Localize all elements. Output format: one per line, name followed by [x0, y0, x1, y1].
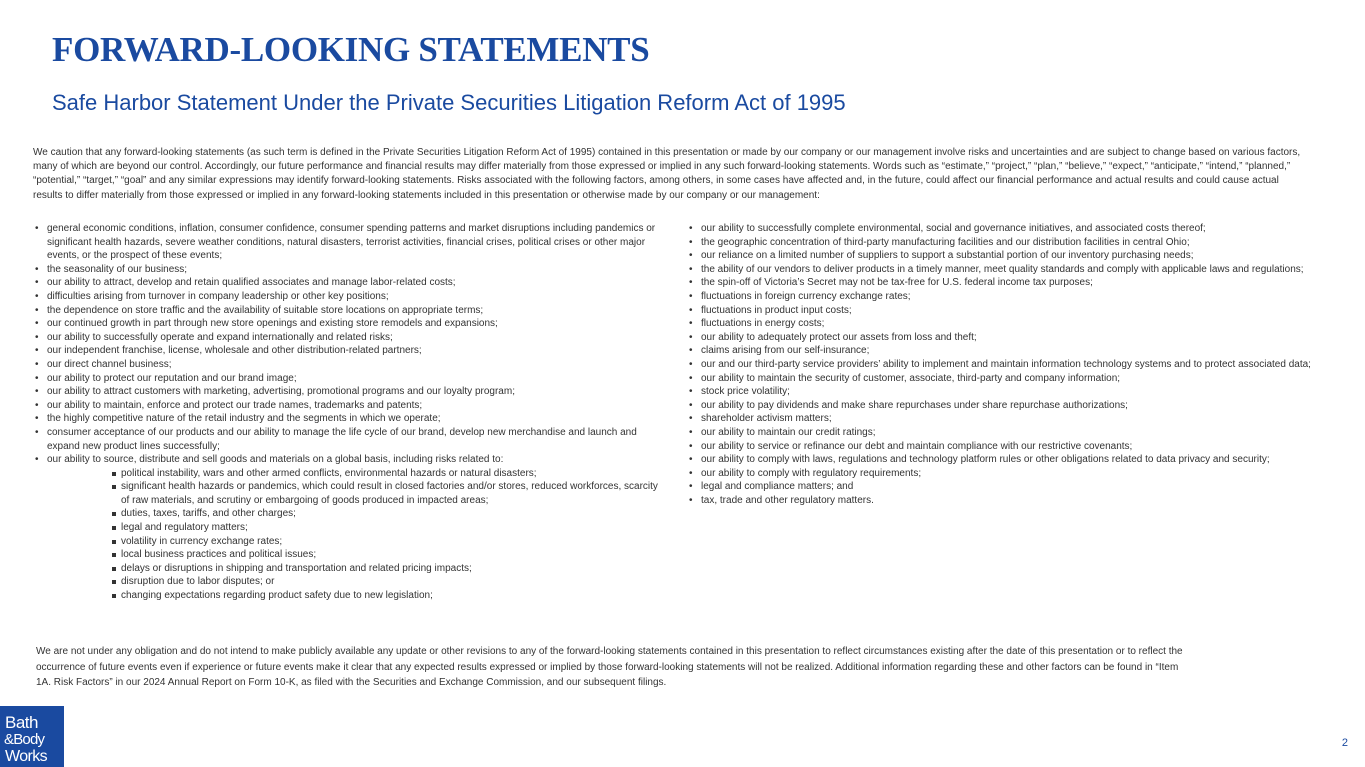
list-item-text: general economic conditions, inflation, consumer confidence, consumer spending patterns and market disruptions including pandemics or significant health hazards, severe weather conditions, natural disasters, terrorist activities, financial crises, political crises or other major events, or the prospect of these events; — [47, 223, 656, 262]
bullet-icon: • — [35, 331, 39, 343]
sub-list-item-text: volatility in currency exchange rates; — [121, 535, 283, 547]
list-item — [33, 412, 663, 426]
list-item-text: the ability of our vendors to deliver products in a timely manner, meet quality standards and comply with applicable laws and regulations; — [701, 263, 1304, 275]
list-item — [33, 426, 663, 453]
list-item — [33, 263, 663, 277]
list-item-text: the dependence on store traffic and the availability of suitable store locations on appropriate terms; — [47, 304, 484, 316]
bullet-icon: • — [689, 358, 693, 370]
list-item-text: claims arising from our self-insurance; — [701, 345, 870, 357]
bullet-icon: • — [35, 413, 39, 425]
list-item — [687, 290, 1327, 304]
bullet-icon: • — [35, 372, 39, 384]
list-item — [687, 304, 1327, 318]
list-item — [33, 317, 663, 331]
list-item-text: our and our third-party service providers’ ability to implement and maintain information technology systems and to protect associated data; — [701, 358, 1311, 370]
list-item-text: our ability to successfully complete environmental, social and governance initiatives, and associated costs thereof; — [701, 223, 1206, 234]
bullet-icon: • — [689, 318, 693, 330]
risk-list-right — [687, 222, 1327, 507]
sub-list-item — [112, 467, 663, 481]
list-item-text: difficulties arising from turnover in company leadership or other key positions; — [47, 290, 389, 302]
list-item — [687, 480, 1327, 494]
sub-list-item-text: delays or disruptions in shipping and transportation and related pricing impacts; — [121, 562, 472, 574]
list-item-text: legal and compliance matters; and — [701, 481, 854, 493]
bullet-icon: • — [35, 399, 39, 411]
bullet-icon: • — [35, 426, 39, 438]
list-item-text: our continued growth in part through new store openings and existing store remodels and expansions; — [47, 318, 498, 330]
sub-risk-list — [47, 467, 663, 603]
list-item-text: our direct channel business; — [47, 358, 172, 370]
square-bullet-icon — [112, 553, 116, 557]
list-item-text: fluctuations in foreign currency exchange rates; — [701, 290, 911, 302]
list-item — [33, 304, 663, 318]
list-item-text: our ability to comply with regulatory requirements; — [701, 467, 922, 479]
bullet-icon: • — [689, 263, 693, 275]
bullet-icon: • — [35, 223, 39, 234]
list-item — [687, 385, 1327, 399]
list-item — [687, 412, 1327, 426]
brand-logo — [0, 706, 64, 767]
list-item-text: stock price volatility; — [701, 386, 790, 398]
list-item — [687, 440, 1327, 454]
list-item — [33, 399, 663, 413]
sub-list-item-text: local business practices and political issues; — [121, 549, 317, 561]
list-item-text: the spin-off of Victoria’s Secret may not be tax-free for U.S. federal income tax purposes; — [701, 277, 1093, 289]
list-item-text: our ability to source, distribute and sell goods and materials on a global basis, including risks related to: — [47, 454, 504, 466]
list-item — [687, 263, 1327, 277]
list-item — [687, 344, 1327, 358]
sub-list-item — [112, 575, 663, 589]
list-item-text: fluctuations in energy costs; — [701, 318, 825, 330]
bullet-icon: • — [689, 481, 693, 493]
list-item-text: our ability to successfully operate and expand internationally and related risks; — [47, 331, 393, 343]
bullet-icon: • — [689, 426, 693, 438]
bullet-icon: • — [35, 318, 39, 330]
list-item — [687, 372, 1327, 386]
list-item-text: our ability to protect our reputation and our brand image; — [47, 372, 297, 384]
list-item — [687, 426, 1327, 440]
bullet-icon: • — [689, 223, 693, 234]
page-subtitle: Safe Harbor Statement Under the Private Securities Litigation Reform Act of 1995 — [52, 90, 846, 115]
list-item-text: fluctuations in product input costs; — [701, 304, 852, 316]
list-item — [33, 372, 663, 386]
bullet-icon: • — [35, 304, 39, 316]
list-item-text: our ability to maintain our credit ratings; — [701, 426, 876, 438]
sub-list-item-text: disruption due to labor disputes; or — [121, 576, 275, 588]
bullet-icon: • — [35, 386, 39, 398]
sub-list-item — [112, 562, 663, 576]
sub-list-item — [112, 589, 663, 603]
risk-list-left — [33, 222, 663, 603]
sub-list-item-text: changing expectations regarding product safety due to new legislation; — [121, 590, 433, 602]
list-item-text: our independent franchise, license, wholesale and other distribution-related partners; — [47, 345, 422, 357]
page-title: FORWARD-LOOKING STATEMENTS — [52, 30, 650, 69]
sub-list-item — [112, 507, 663, 521]
list-item-text: consumer acceptance of our products and our ability to manage the life cycle of our brand, develop new merchandise and launch and expand new product lines successfully; — [47, 426, 637, 452]
square-bullet-icon — [112, 472, 116, 476]
bullet-icon: • — [689, 454, 693, 466]
list-item-text: our ability to attract customers with marketing, advertising, promotional programs and our loyalty program; — [47, 386, 515, 398]
list-item — [33, 358, 663, 372]
bullet-icon: • — [689, 250, 693, 262]
bullet-icon: • — [35, 345, 39, 357]
list-item-text: tax, trade and other regulatory matters. — [701, 494, 874, 506]
list-item — [687, 358, 1327, 372]
list-item — [33, 222, 663, 263]
sub-list-item — [112, 480, 663, 507]
list-item-text: the geographic concentration of third-party manufacturing facilities and our distribution facilities in central Ohio; — [701, 236, 1190, 248]
sub-list-item — [112, 521, 663, 535]
logo-line-1: Bath — [5, 713, 38, 732]
list-item — [687, 399, 1327, 413]
bullet-icon: • — [35, 263, 39, 275]
bullet-icon: • — [689, 304, 693, 316]
square-bullet-icon — [112, 526, 116, 530]
square-bullet-icon — [112, 567, 116, 571]
list-item-text: our ability to maintain, enforce and protect our trade names, trademarks and patents; — [47, 399, 423, 411]
logo-line-3: Works — [5, 748, 48, 765]
intro-paragraph: We caution that any forward-looking statements (as such term is defined in the Private Securities Litigation Reform Act of 1995) contained in this presentation or made by our company or our management involve risks and uncertainties and are subject to change based on various factors, many of which are beyond our control. Accordingly, our future performance and financial results may differ materially from those expressed or implied in any such forward-looking statements. Words such as “estimate,” “project,” “plan,” “believe,” “expect,” “anticipate,” “intend,” “planned,” “potential,” “target,” “goal” and any similar expressions may identify forward-looking statements. Risks associated with the following factors, among others, in some cases have affected and, in the future, could affect our financial performance and actual results and could cause actual results to differ materially from those expressed or implied in any forward-looking statements included in this presentation or otherwise made by our company or our management: — [33, 147, 1301, 201]
bullet-icon: • — [689, 467, 693, 479]
square-bullet-icon — [112, 540, 116, 544]
list-item — [687, 453, 1327, 467]
bullet-icon: • — [689, 399, 693, 411]
list-item — [687, 222, 1327, 236]
list-item — [687, 317, 1327, 331]
sub-list-item-text: significant health hazards or pandemics, which could result in closed factories and/or stores, reduced workforces, scarcity of raw materials, and scrutiny or embargoing of goods produced in impacted areas; — [121, 481, 658, 506]
bullet-icon: • — [689, 386, 693, 398]
list-item — [33, 276, 663, 290]
list-item — [33, 331, 663, 345]
bullet-icon: • — [689, 413, 693, 425]
list-item — [33, 453, 663, 603]
list-item — [33, 344, 663, 358]
bullet-icon: • — [689, 236, 693, 248]
brand-logo-icon — [0, 706, 64, 767]
sub-list-item-text: political instability, wars and other armed conflicts, environmental hazards or natural disasters; — [121, 467, 537, 479]
list-item-text: our ability to attract, develop and retain qualified associates and manage labor-related costs; — [47, 277, 456, 289]
bullet-icon: • — [689, 290, 693, 302]
square-bullet-icon — [112, 580, 116, 584]
list-item-text: the seasonality of our business; — [47, 263, 188, 275]
bullet-icon: • — [689, 372, 693, 384]
closing-paragraph: We are not under any obligation and do not intend to make publicly available any update or other revisions to any of the forward-looking statements contained in this presentation to reflect circumstances existing after the date of this presentation or to reflect the occurrence of future events even if experience or future events make it clear that any expected results expressed or implied by those forward-looking statements will not be realized. Additional information regarding these and other factors can be found in “Item 1A. Risk Factors” in our 2024 Annual Report on Form 10-K, as filed with the Securities and Exchange Commission, and our subsequent filings. — [36, 646, 1183, 688]
list-item-text: our ability to service or refinance our debt and maintain compliance with our restrictive covenants; — [701, 440, 1133, 452]
list-item-text: shareholder activism matters; — [701, 413, 832, 425]
bullet-icon: • — [689, 345, 693, 357]
bullet-icon: • — [689, 277, 693, 289]
page-number: 2 — [1341, 737, 1348, 749]
list-item-text: our ability to adequately protect our assets from loss and theft; — [701, 331, 977, 343]
list-item — [33, 290, 663, 304]
list-item — [687, 236, 1327, 250]
list-item — [687, 249, 1327, 263]
square-bullet-icon — [112, 485, 116, 489]
list-item — [687, 467, 1327, 481]
bullet-icon: • — [35, 358, 39, 370]
square-bullet-icon — [112, 594, 116, 598]
sub-list-item — [112, 535, 663, 549]
bullet-icon: • — [689, 440, 693, 452]
bullet-icon: • — [689, 494, 693, 506]
list-item-text: our ability to pay dividends and make share repurchases under share repurchase authorizations; — [701, 399, 1128, 411]
bullet-icon: • — [35, 290, 39, 302]
list-item — [687, 276, 1327, 290]
bullet-icon: • — [35, 277, 39, 289]
logo-line-2: &Body — [4, 731, 45, 748]
sub-list-item-text: legal and regulatory matters; — [121, 522, 248, 534]
sub-list-item-text: duties, taxes, tariffs, and other charges; — [121, 508, 296, 520]
list-item-text: our ability to maintain the security of customer, associate, third-party and company information; — [701, 372, 1121, 384]
list-item — [687, 331, 1327, 345]
bullet-icon: • — [689, 331, 693, 343]
list-item-text: our ability to comply with laws, regulations and technology platform rules or other obligations related to data privacy and security; — [701, 454, 1270, 466]
list-item-text: our reliance on a limited number of suppliers to support a substantial portion of our inventory purchasing needs; — [701, 250, 1194, 262]
list-item-text: the highly competitive nature of the retail industry and the segments in which we operate; — [47, 413, 441, 425]
square-bullet-icon — [112, 512, 116, 516]
bullet-icon: • — [35, 454, 39, 466]
list-item — [687, 494, 1327, 508]
sub-list-item — [112, 548, 663, 562]
list-item — [33, 385, 663, 399]
